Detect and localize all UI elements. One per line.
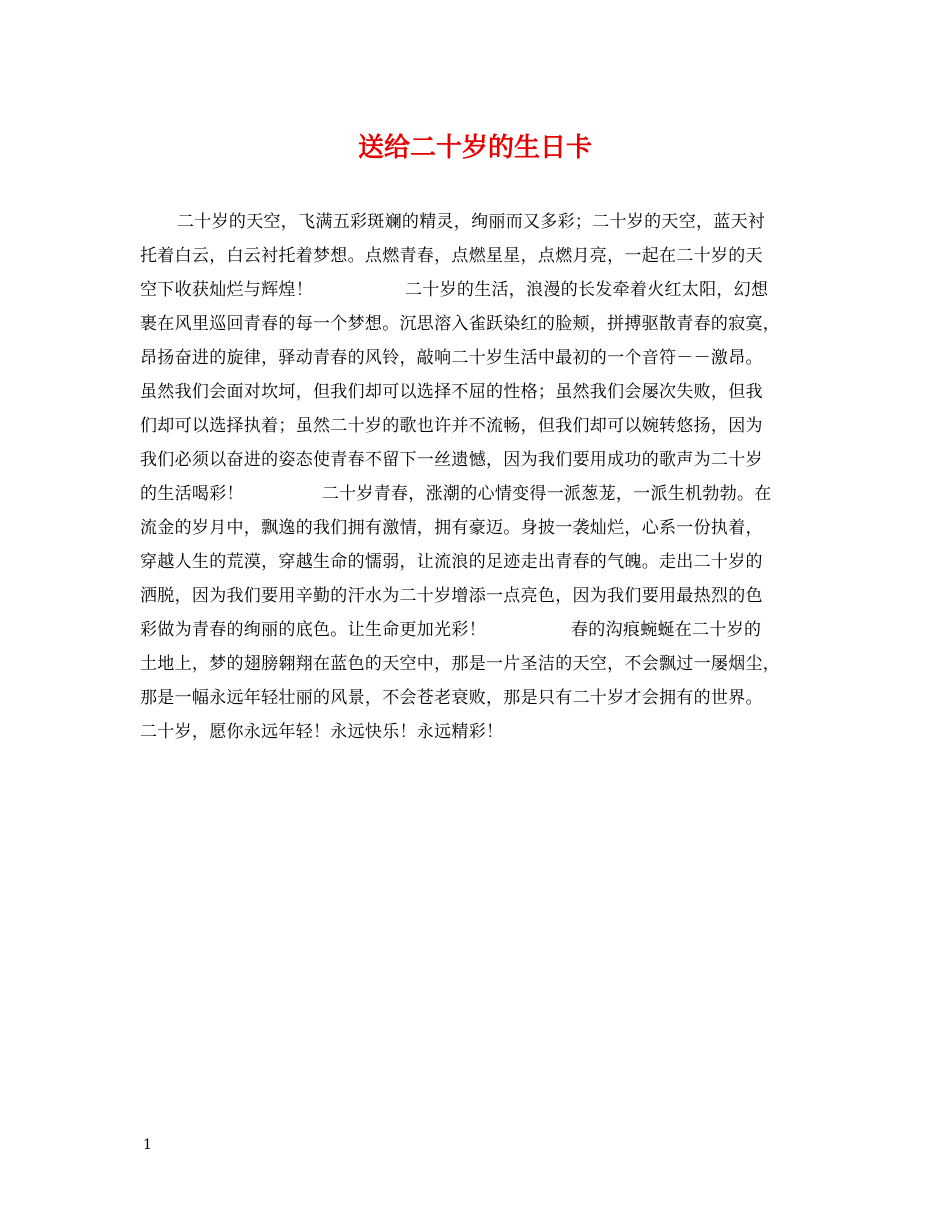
body-line <box>140 205 820 239</box>
body-line-text: 二十岁青春，涨潮的心情变得一派葱茏，一派生机勃勃。在 <box>321 484 772 504</box>
body-line <box>140 715 820 749</box>
body-line-text: 们却可以选择执着；虽然二十岁的歌也许并不流畅，但我们却可以婉转悠扬，因为 <box>140 416 763 436</box>
body-line <box>140 647 820 681</box>
body-line <box>140 307 820 341</box>
body-line <box>140 443 820 477</box>
body-line-text: 虽然我们会面对坎坷，但我们却可以选择不屈的性格；虽然我们会屡次失败，但我 <box>140 382 763 402</box>
body-line-text: 的生活喝彩！ <box>140 484 244 504</box>
body-line-text: 那是一幅永远年轻壮丽的风景，不会苍老衰败，那是只有二十岁才会拥有的世界。 <box>140 688 763 708</box>
body-line <box>140 613 820 647</box>
body-line <box>140 273 820 307</box>
body-line-text: 二十岁的生活，浪漫的长发牵着火红太阳，幻想 <box>405 280 769 300</box>
body-line <box>140 511 820 545</box>
body-line-text: 托着白云，白云衬托着梦想。点燃青春，点燃星星，点燃月亮，一起在二十岁的天 <box>140 246 763 266</box>
body-line <box>140 579 820 613</box>
document-body <box>140 205 820 749</box>
body-line <box>140 375 820 409</box>
body-line-text: 土地上，梦的翅膀翱翔在蓝色的天空中，那是一片圣洁的天空，不会飘过一屡烟尘， <box>140 654 781 674</box>
body-line-text: 流金的岁月中，飘逸的我们拥有激情，拥有豪迈。身披一袭灿烂，心系一份执着， <box>140 518 763 538</box>
body-line-text: 空下收获灿烂与辉煌！ <box>140 280 313 300</box>
body-line-text: 裹在风里巡回青春的每一个梦想。沉思溶入雀跃染红的脸颊，拼搏驱散青春的寂寞， <box>140 314 781 334</box>
body-line-text: 我们必须以奋进的姿态使青春不留下一丝遗憾，因为我们要用成功的歌声为二十岁 <box>140 450 763 470</box>
body-line-text: 洒脱，因为我们要用辛勤的汗水为二十岁增添一点亮色，因为我们要用最热烈的色 <box>140 586 763 606</box>
body-line <box>140 545 820 579</box>
body-line <box>140 239 820 273</box>
body-line <box>140 477 820 511</box>
body-line-text: 昂扬奋进的旋律，驿动青春的风铃，敲响二十岁生活中最初的一个音符－－激昂。 <box>140 348 763 368</box>
body-line-text: 二十岁，愿你永远年轻！永远快乐！永远精彩！ <box>140 722 504 742</box>
body-line <box>140 409 820 443</box>
page-number: 1 <box>143 1137 152 1153</box>
document-title: 送给二十岁的生日卡 <box>357 133 592 163</box>
body-line-text: 彩做为青春的绚丽的底色。让生命更加光彩！ <box>140 620 486 640</box>
body-line-text: 二十岁的天空，飞满五彩斑斓的精灵，绚丽而又多彩；二十岁的天空，蓝天衬 <box>177 212 766 232</box>
body-line-text: 春的沟痕蜿蜒在二十岁的 <box>571 620 762 640</box>
body-line <box>140 341 820 375</box>
body-line-text: 穿越人生的荒漠，穿越生命的懦弱，让流浪的足迹走出青春的气魄。走出二十岁的 <box>140 552 763 572</box>
body-line <box>140 681 820 715</box>
